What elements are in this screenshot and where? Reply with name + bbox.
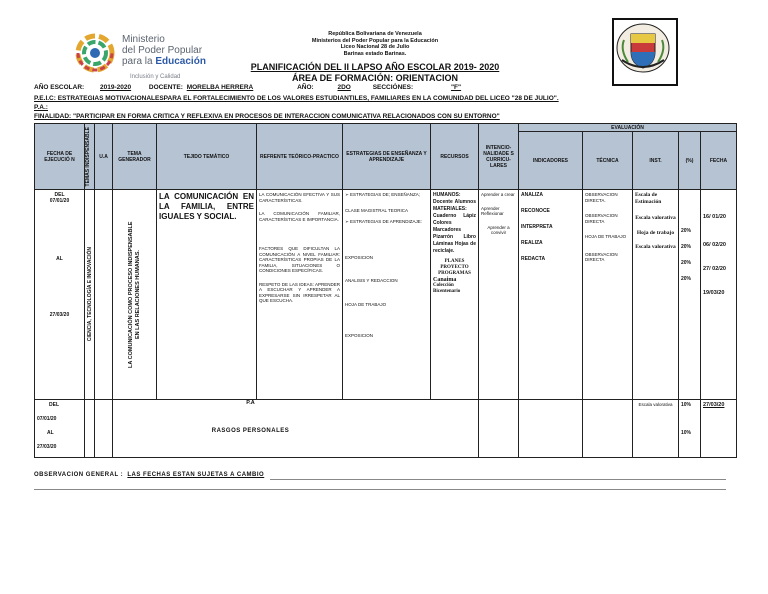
th-evaluacion: EVALUACIÓN [519,124,737,132]
row2-pct-1: 10% [681,402,692,408]
pct-item: 20% [681,228,692,234]
row1-d2: 27/03/20 [49,312,70,318]
th-pct: (%) [679,132,701,190]
row2-rasgos-cell [113,400,479,458]
fecha-item: 19/03/20 [703,290,725,296]
ministry-emblem-icon [74,32,116,74]
logo-tagline: Inclusión y Calidad [130,74,181,80]
observacion-label: OBSERVACION GENERAL : [34,472,124,478]
peic-line: P.E.I.C: ESTRATEGIAS MOTIVACIONALESPARA EL FORTALECIMIENTO DE LOS VALORES ESTUDIANTILES, FAMILIARES EN LA COMUNIDAD DEL LICEO "28 DE JULIO". [34,95,559,102]
row1-tecnica [583,190,633,400]
ref-item-3: FACTORES QUE DIFICULTAN LA COMUNICACIÓN A NIVEL FAMILIAR: CARACTERÍSTICAS PROPIAS DE LA FAMILIA, SITUACIONES O CONDICIONES ESPECÍFICAS. [259,246,340,273]
footer-divider [34,489,726,490]
row2-tecnica [583,400,633,458]
est-item-7: EXPOSICION [345,333,374,338]
row2-d1: 07/01/20 [37,416,57,422]
row2-inst: Escala valorativa [633,400,679,458]
row1-indicadores [519,190,583,400]
fecha-item: 06/ 02/20 [703,242,726,248]
th-ua: U.A [95,124,113,190]
th-tejido: TEJIDO TEMÁTICO [157,124,257,190]
row1-inst [633,190,679,400]
observacion-general [34,472,264,478]
row1-temas-label: CIENCIA, TECNOLOGÍA E INNOVACIÓN [86,247,93,342]
ind-item: REDACTA [521,256,546,262]
header-line-2: Ministerios del Poder Popular para la Educación [311,37,439,44]
th-tema-gen: TEMA GENERADOR [113,124,157,190]
pct-item: 20% [681,276,692,282]
tec-item: OBSERVACION DIRECTA [585,251,618,262]
th-temas [85,124,95,190]
row2-fecha-eval: 27/03/20 [701,400,737,458]
row1-fecha [35,190,85,400]
est-item-4: EXPOSICION [345,254,374,260]
row1-recursos [431,190,479,400]
row1-temas [85,190,95,400]
logo-line-1: Ministerio [122,34,165,45]
planning-table [34,123,737,458]
th-intencionalidades: INTENCIO-NALIDADE S CURRICU-LARES [479,124,519,190]
th-recursos: RECURSOS [431,124,479,190]
int-item-2: Aprender Reflexionar [481,205,504,216]
int-item-3: Aprender a convivir [487,224,510,235]
footer-divider [270,479,726,480]
ano-label: AÑO: [297,84,314,91]
row2-rasgos: RASGOS PERSONALES [211,428,290,434]
est-item-3: ESTRATEGIAS DE APRENDIZAJE: [350,219,422,224]
inst-item: Hoja de trabajo [636,229,675,236]
fecha-item: 16/ 01/20 [703,214,726,220]
row1-pct [679,190,701,400]
school-crest [612,18,678,86]
est-item-1: ESTRATEGIAS DE; ENSEÑANZA; [350,192,420,197]
tec-item: OBSERVACION DIRECTA [585,213,618,224]
header-line-3: Liceo Nacional 28 de Julio [340,44,410,50]
logo-line-3: para la [122,56,153,67]
row1-tema-gen [113,190,157,400]
tec-item: OBSERVACION DIRECTA. [585,192,618,203]
logo-line-3b: Educación [155,56,206,67]
ref-item-4: RESPETO DE LAS IDEAS: APRENDER A ESCUCHAR Y APRENDER A EXPRESARSE SIN IRRESPETAR AL QUE ESCUCHA. [259,281,340,303]
ind-item: RECONOCE [521,208,550,214]
arrow-bullet-icon: ➢ [345,192,351,197]
row2-pct [679,400,701,458]
page-title: PLANIFICACIÓN DEL II LAPSO AÑO ESCOLAR 2019- 2020 [250,62,500,72]
ano-value: 2DO [337,84,351,91]
th-temas-label: TEMAS INDISPENSABLE [85,126,91,187]
rec-item-4: Colección Bicentenario [433,283,461,294]
est-item-2: CLASE MAGISTRAL TEORICA [345,207,409,213]
docente-value: MORELBA HERRERA [186,84,254,91]
ano-escolar-value: 2019-2020 [100,84,132,91]
row2-al: AL [47,430,54,436]
fecha-item: 27/ 02/20 [703,266,726,272]
est-item-5: ANALISIS Y REDACCION [345,278,398,283]
row1-intencionalidades [479,190,519,400]
th-estrategias: ESTRATEGIAS DE ENSEÑANZA Y APRENDIZAJE [343,124,431,190]
inst-item: Escala valorativa [635,215,676,221]
observacion-text: LAS FECHAS ESTAN SUJETAS A CAMBIO [127,472,265,478]
row1-del: DEL [54,192,65,198]
row2-indicadores [519,400,583,458]
secciones-label: SECCIÓNES: [372,84,414,91]
ano-escolar-label: AÑO ESCOLAR: [34,84,85,91]
pct-item: 20% [681,260,692,266]
ind-item: INTERPRETA [521,224,553,230]
header-line-4: Barinas estado Barinas. [343,50,407,57]
row1-d1: 07/01/20 [49,198,70,204]
row1-estrategias [343,190,431,400]
meta-line [34,84,521,91]
table-row [35,400,737,458]
area-title: ÁREA DE FORMACIÓN: ORIENTACION [292,73,458,83]
finalidad-line: FINALIDAD: "PARTICIPAR EN FORMA CRITICA Y REFLEXIVA EN PROCESOS DE INTERACCION COMUNICATIVA RELACIONADOS CON SU ENTORNO" [34,113,500,120]
th-fecha-eval: FECHA [701,132,737,190]
pa-line: P.A.: [34,104,48,111]
tec-item: HOJA DE TRABAJO [585,234,627,239]
row1-tejido: LA COMUNICACIÓN EN LA FAMILIA, ENTRE IGUALES Y SOCIAL. [157,190,257,400]
row1-al: AL [56,256,63,262]
th-referente: REFRENTE TEÓRICO-PRACTICO [257,124,343,190]
th-fecha: FECHA DE EJECUCIÓ N [35,124,85,190]
inst-item: Escala valorativa [635,244,676,250]
row2-del: DEL [49,402,59,408]
row1-tema-gen-label: LA COMUNICACIÓN COMO PROCESO INDISPENSABLE EN LAS RELACIONES HUMANAS. [127,221,141,368]
docente-label: DOCENTE: [148,84,183,91]
ref-item-2: LA COMUNICACIÓN FAMILIAR, CARACTERÍSTICAS E IMPORTANCIA. [259,211,340,222]
th-tecnica: TÉCNICA [583,132,633,190]
th-inst: INST. [633,132,679,190]
row2-d2: 27/03/20 [37,444,57,450]
ind-item: ANALIZA [521,192,543,198]
row2-pa: P.A [246,400,255,406]
rec-item-2: PLANES PROYECTO PROGRAMAS [438,259,471,276]
est-item-6: HOJA DE TRABAJO [345,301,387,307]
arrow-bullet-icon: ➢ [345,219,351,224]
row1-fechas [701,190,737,400]
table-row [35,190,737,400]
header-line-1: República Bolivariana de Venezuela [328,31,422,37]
pct-item: 20% [681,244,692,250]
row1-ua [95,190,113,400]
secciones-value: "F" [450,84,462,91]
logo-line-2: del Poder Popular [122,45,203,56]
row1-referente [257,190,343,400]
ref-item-1: LA COMUNICACIÓN EFECTIVA Y SUS CARACTERÍSTICAS. [259,192,340,203]
rec-item-1: HUMANOS: Docente Alumnos MATERIALES: Cuaderno Lápiz Colores Marcadores Pizarrón Libro Láminas Hojas de reciclaje. [433,192,476,254]
rec-item-3: Canaima [433,277,457,283]
crest-shield-icon [614,20,672,80]
th-indicadores: INDICADORES [519,132,583,190]
row2-pct-2: 10% [681,430,692,436]
ind-item: REALIZA [521,240,543,246]
row2-intencionalidades [479,400,519,458]
int-item-1: Aprender a crear [481,192,515,197]
ministry-logo [70,28,210,88]
inst-item: Escala de Estimación [635,192,662,205]
